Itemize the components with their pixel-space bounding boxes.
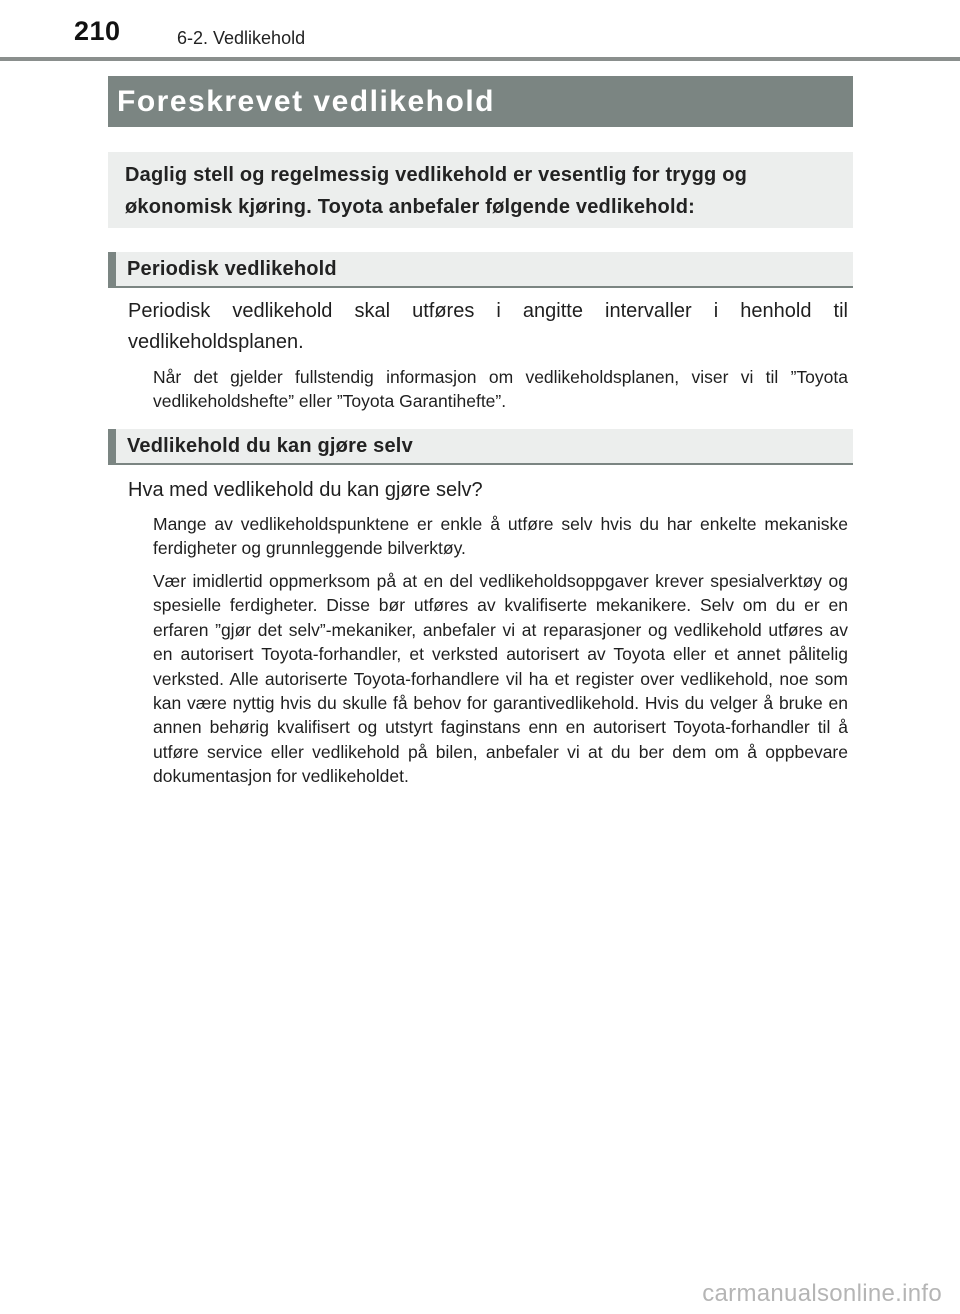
page-title: Foreskrevet vedlikehold [117,84,495,118]
periodic-note: Når det gjelder fullstendig informasjon om vedlikeholdsplanen, viser vi til ”Toyota vedlikeholdshefte” eller ”Toyota Garantihefte”. [153,367,848,412]
watermark: carmanualsonline.info [702,1280,942,1307]
section-label: 6-2. Vedlikehold [177,28,306,48]
diy-lead: Hva med vedlikehold du kan gjøre selv? [128,479,483,501]
periodic-lead: Periodisk vedlikehold skal utføres i angitte intervaller i henhold til vedlikeholdsplanen. [128,300,848,353]
subhead-diy: Vedlikehold du kan gjøre selv [108,429,853,465]
diy-paragraph-2: Vær imidlertid oppmerksom på at en del vedlikeholdsoppgaver krever spesialverktøy og spesielle ferdigheter. Disse bør utføres av kvalifiserte mekanikere. Selv om du er en erfaren ”gjør det selv”-mekaniker, anbefaler vi at reparasjoner og vedlikehold utføres av en autorisert Toyota-forhandler, et verksted autorisert av Toyota eller et annet pålitelig verksted. Alle autoriserte Toyota-forhandlere vil ha et register over vedlikehold, noe som kan være nyttig hvis du skulle få behov for garantivedlikehold. Hvis du velger å bruke en annen behørig kvalifisert og utstyrt faginstans enn en autorisert Toyota-forhandler til å utføre service eller vedlikehold på bilen, anbefaler vi at du ber dem om å oppbevare dokumentasjon for vedlikeholdet. [153,571,848,787]
subhead-periodic: Periodisk vedlikehold [108,252,853,288]
intro-box: Daglig stell og regelmessig vedlikehold er vesentlig for trygg og økonomisk kjøring. Toyota anbefaler følgende vedlikehold: [108,152,853,228]
page-number: 210 [74,16,121,46]
header-rule [0,57,960,61]
diy-paragraph-1: Mange av vedlikeholdspunktene er enkle å utføre selv hvis du har enkelte mekaniske ferdigheter og grunnleggende bilverktøy. [153,514,848,559]
title-bar [108,76,853,127]
